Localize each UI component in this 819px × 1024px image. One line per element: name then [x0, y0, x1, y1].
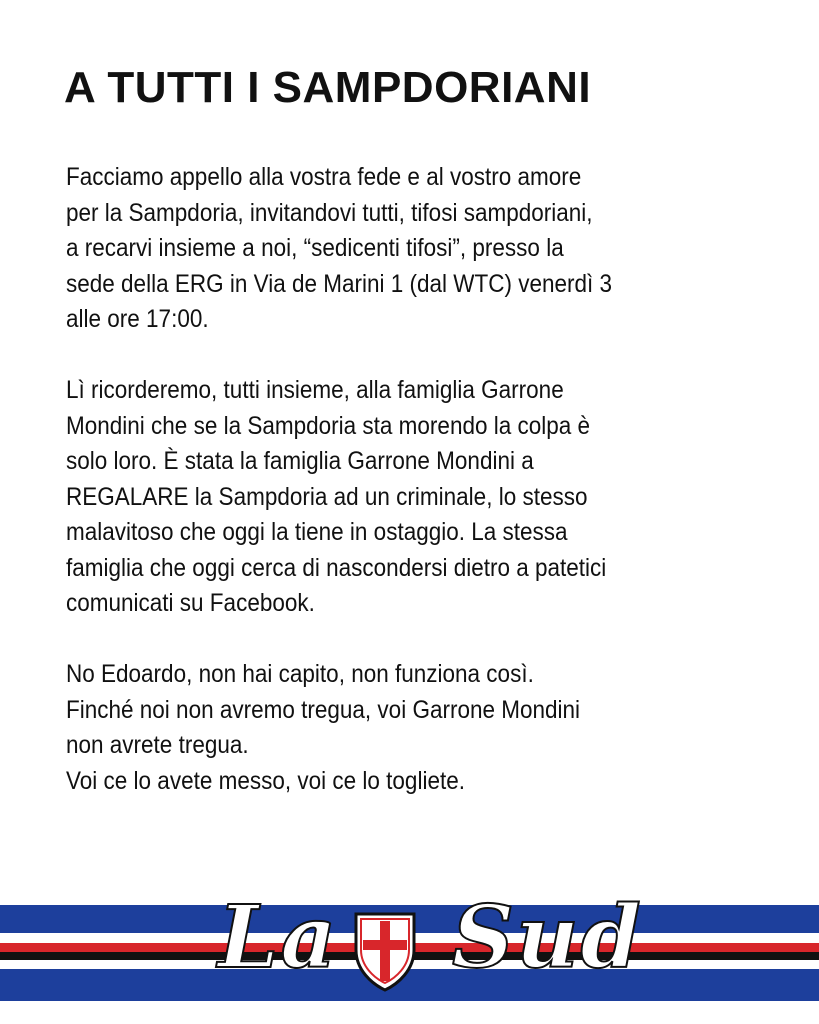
text-line: Mondini che se la Sampdoria sta morendo la colpa è	[66, 411, 591, 440]
text-line: sede della ERG in Via de Marini 1 (dal WTC) venerdì 3	[66, 269, 613, 298]
text-line: alle ore 17:00.	[66, 305, 209, 333]
text-line: No Edoardo, non hai capito, non funziona così.	[66, 660, 534, 688]
text-line: Facciamo appello alla vostra fede e al vostro amore	[66, 163, 582, 191]
text-line: Lì ricorderemo, tutti insieme, alla famiglia Garrone	[66, 376, 564, 404]
text-line: per la Sampdoria, invitandovi tutti, tifosi sampdoriani,	[66, 198, 593, 227]
text-line: Voi ce lo avete messo, voi ce lo togliete.	[66, 766, 465, 795]
text-line: solo loro. È stata la famiglia Garrone Mondini a	[66, 447, 534, 475]
text-line: comunicati su Facebook.	[66, 589, 315, 617]
text-line: Finché noi non avremo tregua, voi Garrone Mondini	[66, 695, 581, 724]
text-line: a recarvi insieme a noi, “sedicenti tifosi”, presso la	[66, 234, 564, 262]
logo-sud-text: Sud	[452, 887, 643, 988]
page-title: A TUTTI I SAMPDORIANI	[64, 63, 592, 112]
text-line: non avrete tregua.	[66, 731, 249, 759]
text-line: REGALARE la Sampdoria ad un criminale, lo stesso	[66, 482, 588, 511]
text-line: famiglia che oggi cerca di nascondersi dietro a patetici	[66, 553, 607, 582]
logo-la-text: La	[218, 887, 339, 988]
paragraph-1	[66, 160, 714, 338]
paragraph-2	[66, 373, 714, 622]
cross-shield-icon	[352, 910, 418, 994]
text-line: malavitoso che oggi la tiene in ostaggio. La stessa	[66, 518, 568, 546]
statement-body	[66, 160, 714, 835]
paragraph-3	[66, 657, 714, 799]
